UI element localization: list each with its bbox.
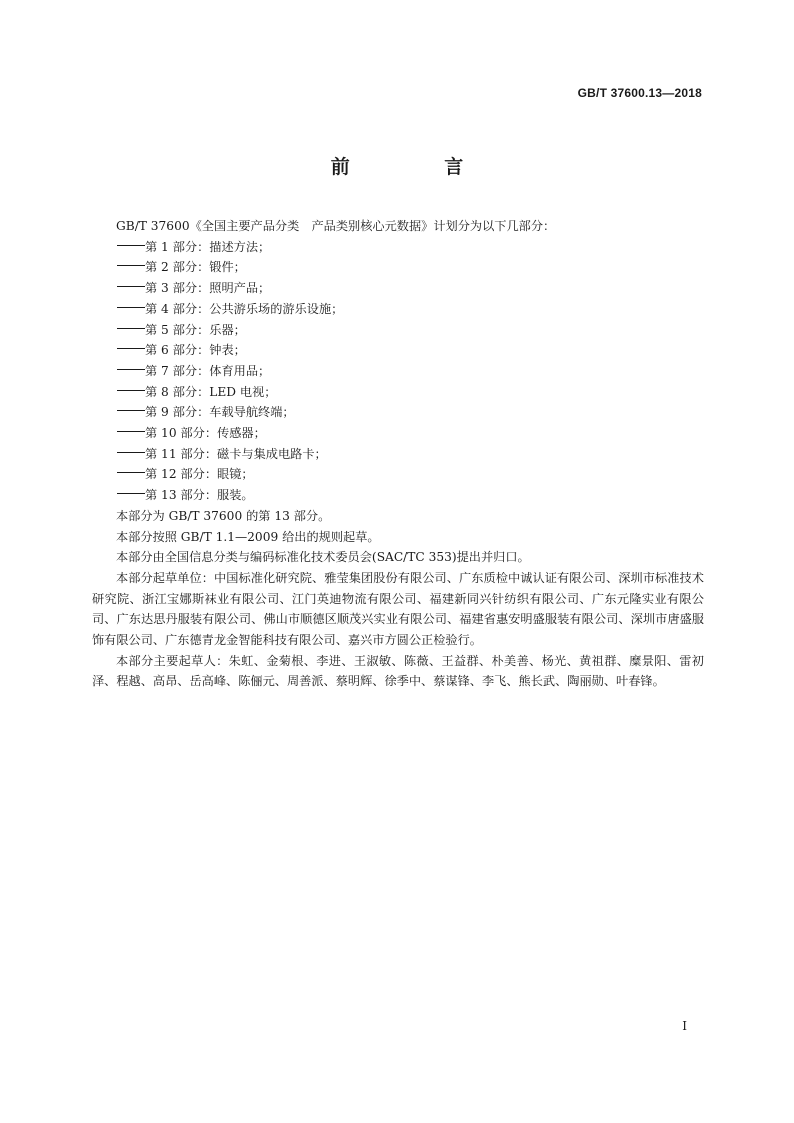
em-dash-mark xyxy=(117,286,145,288)
em-dash-mark xyxy=(117,390,145,392)
em-dash-mark xyxy=(117,452,145,454)
list-item: 第 2 部分：锻件； xyxy=(92,257,704,278)
list-item: 第 3 部分：照明产品； xyxy=(92,278,704,299)
page-number: I xyxy=(682,1019,687,1033)
list-item: 第 9 部分：车载导航终端； xyxy=(92,402,704,423)
em-dash-mark xyxy=(117,431,145,433)
em-dash-mark xyxy=(117,348,145,350)
drafting-rules-paragraph: 本部分按照 GB/T 1.1—2009 给出的规则起草。 xyxy=(116,529,380,544)
drafters-paragraph: 本部分主要起草人：朱虹、金菊根、李进、王淑敏、陈薇、王益群、朴美善、杨光、黄祖群、糜景阳、雷初泽、程越、高昂、岳高峰、陈俪元、周善派、蔡明辉、徐季中、蔡谋锋、李飞、熊长武、陶丽勋、叶春锋。 xyxy=(92,653,704,689)
list-item: 第 1 部分：描述方法； xyxy=(92,237,704,258)
foreword-body xyxy=(92,216,704,692)
list-item: 第 11 部分：磁卡与集成电路卡； xyxy=(92,444,704,465)
em-dash-mark xyxy=(117,472,145,474)
drafting-units-paragraph: 本部分起草单位：中国标准化研究院、雅莹集团股份有限公司、广东质检中诚认证有限公司、深圳市标准技术研究院、浙江宝娜斯袜业有限公司、江门英迪物流有限公司、福建新同兴针纺织有限公司、广东元隆实业有限公司、广东达思丹服装有限公司、佛山市顺德区顺茂兴实业有限公司、福建省惠安明盛服装有限公司、深圳市唐盛服饰有限公司、广东德青龙金智能科技有限公司、嘉兴市方圆公正检验行。 xyxy=(92,570,704,648)
list-item: 第 5 部分：乐器； xyxy=(92,320,704,341)
list-item: 第 4 部分：公共游乐场的游乐设施； xyxy=(92,299,704,320)
list-item: 第 12 部分：眼镜； xyxy=(92,464,704,485)
proposer-paragraph: 本部分由全国信息分类与编码标准化技术委员会(SAC/TC 353)提出并归口。 xyxy=(116,550,530,565)
list-item: 第 8 部分：LED 电视； xyxy=(92,382,704,403)
em-dash-mark xyxy=(117,265,145,267)
list-item: 第 10 部分：传感器； xyxy=(92,423,704,444)
standard-code-header: GB/T 37600.13—2018 xyxy=(577,86,702,100)
list-item: 第 6 部分：钟表； xyxy=(92,340,704,361)
em-dash-mark xyxy=(117,493,145,495)
em-dash-mark xyxy=(117,245,145,247)
parts-list xyxy=(92,237,704,506)
em-dash-mark xyxy=(117,410,145,412)
list-item: 第 7 部分：体育用品； xyxy=(92,361,704,382)
em-dash-mark xyxy=(117,369,145,371)
page-title: 前 言 xyxy=(330,156,508,178)
list-item: 第 13 部分：服装。 xyxy=(92,485,704,506)
intro-paragraph: GB/T 37600《全国主要产品分类 产品类别核心元数据》计划分为以下几部分： xyxy=(116,219,556,233)
part-scope-paragraph: 本部分为 GB/T 37600 的第 13 部分。 xyxy=(116,508,331,523)
em-dash-mark xyxy=(117,328,145,330)
em-dash-mark xyxy=(117,307,145,309)
